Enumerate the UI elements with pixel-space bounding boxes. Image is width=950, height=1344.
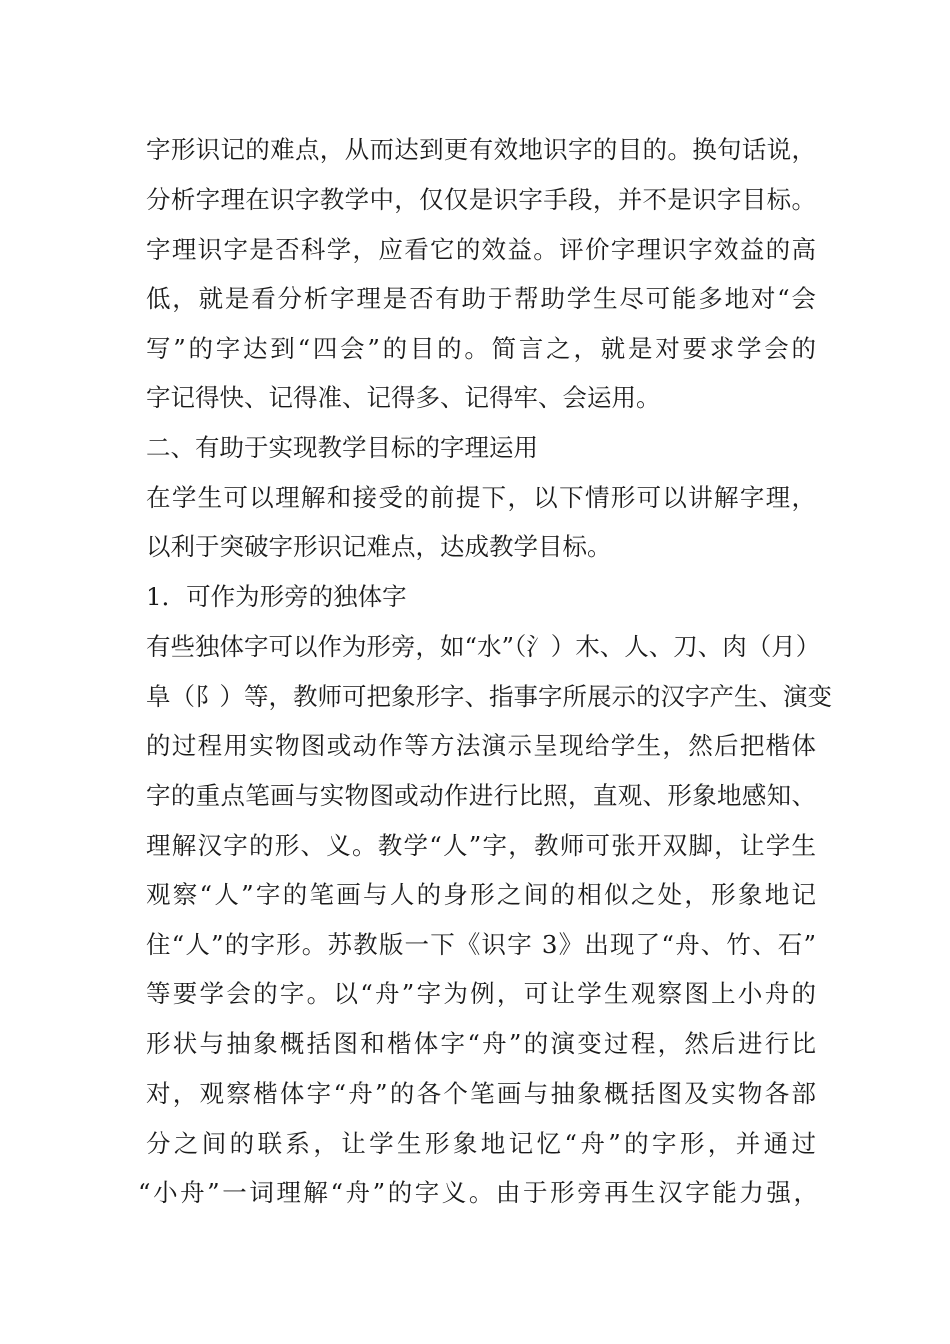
- body-text-line: 以利于突破字形识记难点，达成教学目标。: [146, 532, 612, 561]
- body-text-line: 字的重点笔画与实物图或动作进行比照，直观、形象地感知、: [146, 781, 816, 810]
- body-text-line: 对，观察楷体字“舟”的各个笔画与抽象概括图及实物各部: [146, 1079, 816, 1108]
- body-text-line: 有些独体字可以作为形旁，如“水”（氵）木、人、刀、肉（月）: [146, 632, 821, 661]
- body-text-line: 字形识记的难点，从而达到更有效地识字的目的。换句话说，: [146, 135, 816, 164]
- body-text-line: 分析字理在识字教学中，仅仅是识字手段，并不是识字目标。: [146, 185, 816, 214]
- body-text-line: 字理识字是否科学，应看它的效益。评价字理识字效益的高: [146, 235, 816, 264]
- body-text-line: 理解汉字的形、义。教学“人”字，教师可张开双脚，让学生: [146, 831, 816, 860]
- subsection-heading: 1．可作为形旁的独体字: [146, 582, 407, 611]
- body-text-line: 在学生可以理解和接受的前提下，以下情形可以讲解字理，: [146, 483, 816, 512]
- body-text-line: 阜（阝）等，教师可把象形字、指事字所展示的汉字产生、演变: [146, 682, 832, 711]
- body-text-line: 形状与抽象概括图和楷体字“舟”的演变过程，然后进行比: [146, 1029, 816, 1058]
- body-text-line: “小舟”一词理解“舟”的字义。由于形旁再生汉字能力强，: [138, 1178, 818, 1207]
- body-text-line: 写”的字达到“四会”的目的。简言之，就是对要求学会的: [146, 334, 816, 363]
- body-text-line: 字记得快、记得准、记得多、记得牢、会运用。: [146, 383, 661, 412]
- body-text-line: 等要学会的字。以“舟”字为例，可让学生观察图上小舟的: [146, 979, 816, 1008]
- section-heading: 二、有助于实现教学目标的字理运用: [146, 433, 538, 462]
- body-text-line: 低，就是看分析字理是否有助于帮助学生尽可能多地对“会: [146, 284, 816, 313]
- body-text-line: 分之间的联系，让学生形象地记忆“舟”的字形，并通过: [146, 1129, 816, 1158]
- body-text-line: 的过程用实物图或动作等方法演示呈现给学生，然后把楷体: [146, 731, 816, 760]
- body-text-line: 住“人”的字形。苏教版一下《识字 3》出现了“舟、竹、石”: [146, 930, 816, 959]
- body-text-line: 观察“人”字的笔画与人的身形之间的相似之处，形象地记: [146, 880, 816, 909]
